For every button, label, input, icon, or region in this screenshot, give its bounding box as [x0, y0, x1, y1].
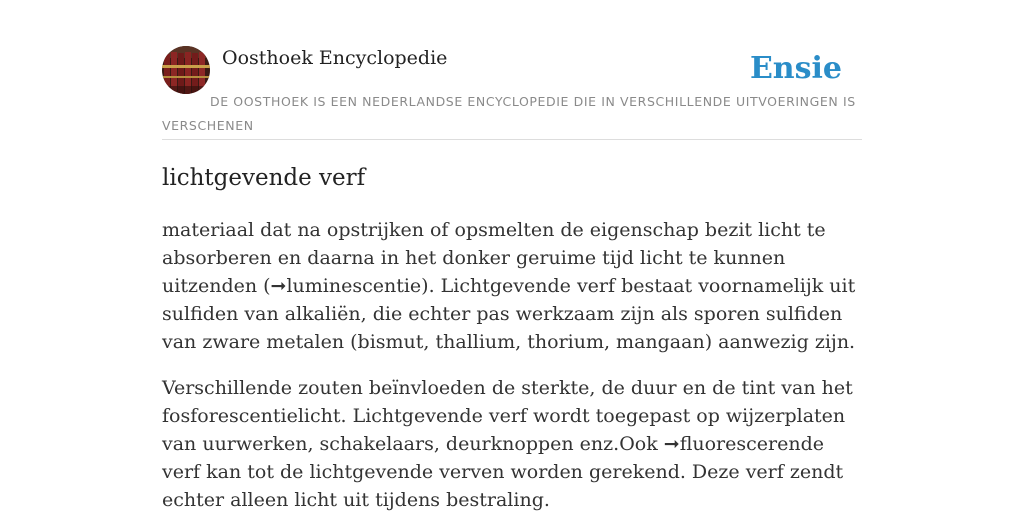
encyclopedia-books-icon — [162, 46, 210, 94]
article-paragraph: Verschillende zouten beïnvloeden de sterkte, de duur en de tint van het fosforescentielicht. Lichtgevende verf wordt toegepast op wijzerplaten van uurwerken, schakelaars, deurknoppen enz.Ook ➞fluorescerende verf kan tot de lichtgevende verven worden gerekend. Deze verf zendt echter alleen licht uit tijdens bestraling. — [162, 377, 853, 511]
article-paragraph: materiaal dat na opstrijken of opsmelten de eigenschap bezit licht te absorberen en daarna in het donker geruime tijd licht te kunnen uitzenden (➞luminescentie). Lichtgevende verf bestaat voornamelijk uit sulfiden van alkaliën, die echter pas werkzaam zijn als sporen sulfiden van zware metalen (bismut, thallium, thorium, mangaan) aanwezig zijn. — [162, 219, 856, 353]
divider — [162, 139, 862, 140]
avatar[interactable] — [162, 46, 210, 94]
article-body — [162, 216, 862, 512]
source-name[interactable]: Oosthoek Encyclopedie — [222, 47, 448, 69]
source-description: DE OOSTHOEK IS EEN NEDERLANDSE ENCYCLOPEDIE DIE IN VERSCHILLENDE UITVOERINGEN IS VERSCHENEN — [162, 94, 856, 133]
article-title: lichtgevende verf — [162, 165, 366, 191]
brand-logo[interactable]: Ensie — [749, 51, 842, 86]
